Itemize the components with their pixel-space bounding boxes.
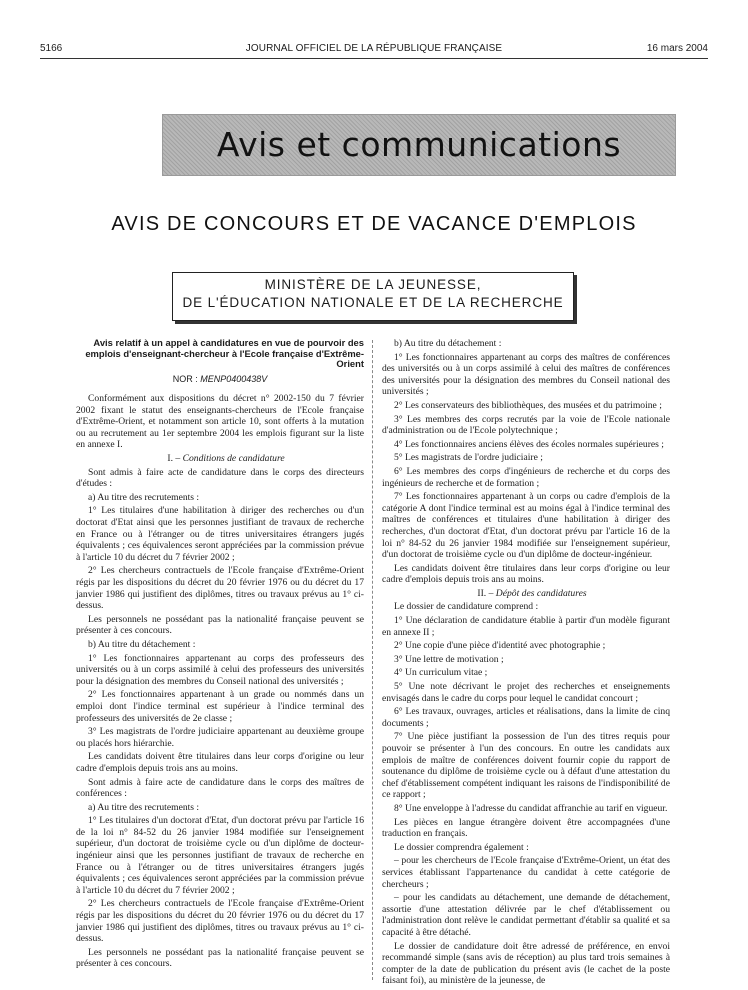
ministry-box <box>172 272 574 321</box>
nor-reference <box>76 374 364 386</box>
paragraph: 2° Une copie d'une pièce d'identité avec photographie ; <box>394 640 606 652</box>
paragraph: 1° Une déclaration de candidature établie à partir d'un modèle figurant en annexe II ; <box>382 615 670 638</box>
paragraph: 3° Les membres des corps recrutés par la voie de l'Ecole nationale d'administration ou de l'Ecole polytechnique ; <box>382 413 670 437</box>
ministry-line-2: DE L'ÉDUCATION NATIONALE ET DE LA RECHERCHE <box>182 295 564 310</box>
paragraph: 7° Les fonctionnaires appartenant à un corps ou cadre d'emplois de la catégorie A dont l'indice terminal est au moins égal à l'indice terminal des maîtres de conférences et titulaires d'une habilitation à diriger des recherches, d'un doctorat d'Etat, d'un doctorat prévu par l'article 16 de la loi n° 84-52 du 26 janvier 1984 modifiée sur l'enseignement supérieur, d'un doctorat de troisième cycle ou d'un diplôme de docteur-ingénieur. <box>382 491 670 561</box>
page-number: 5166 <box>40 43 63 54</box>
paragraph: a) Au titre des recrutements : <box>88 801 200 813</box>
section-heading-depot <box>382 588 670 600</box>
publication-date: 16 mars 2004 <box>646 43 708 54</box>
paragraph: 1° Les titulaires d'un doctorat d'Etat, d'un doctorat prévu par l'article 16 de la loi n° 84-52 du 26 janvier 1984 modifiée sur l'enseignement supérieur, d'un doctorat de troisième cycle ou d'un diplôme de docteur-ingénieur ainsi que les personnes justifiant de travaux de recherche en France ou à l'étranger ou de titres universitaires étrangers jugés équivalents ; ces équivalences seront appréciées par la commission prévue à l'article 10 du décret du 7 février 2002 ; <box>76 815 364 896</box>
article-title: Avis relatif à un appel à candidatures en vue de pourvoir des emplois d'enseignant-chercheur à l'Ecole française d'Extrême-Orient <box>85 337 364 369</box>
paragraph: 6° Les membres des corps d'ingénieurs de recherche et du corps des ingénieurs de recherche et de formation ; <box>382 465 670 489</box>
left-column <box>76 338 364 972</box>
section-heading-text: Dépôt des candidatures <box>495 587 587 599</box>
section-number: II. – <box>477 587 494 599</box>
paragraph: Les pièces en langue étrangère doivent être accompagnées d'une traduction en français. <box>382 816 670 840</box>
paragraph: 4° Les fonctionnaires anciens élèves des écoles normales supérieures ; <box>394 438 664 450</box>
paragraph: 4° Un curriculum vitae ; <box>394 667 488 679</box>
paragraph: Les personnels ne possédant pas la nationalité française peuvent se présenter à ces concours. <box>76 946 364 970</box>
paragraph: 7° Une pièce justifiant la possession de l'un des titres requis pour pouvoir se présenter à l'un des concours. En outre les candidats aux emplois de maître de conférences doivent fournir copie du rapport de soutenance du diplôme de troisième cycle ou à défaut d'une attestation du chef d'établissement compétent indiquant les raisons de l'indisponibilité de ce rapport ; <box>382 731 670 801</box>
list-item: – pour les candidats au détachement, une demande de détachement, assortie d'une attestation délivrée par le chef d'établissement ou l'administration dont relève le candidat permettant d'établir sa qualité et sa capacité à être détaché. <box>382 892 670 938</box>
paragraph: Sont admis à faire acte de candidature dans le corps des directeurs d'études : <box>76 466 364 490</box>
right-column <box>382 338 670 989</box>
paragraph: 2° Les chercheurs contractuels de l'Ecole française d'Extrême-Orient régis par les dispositions du décret du 20 février 1976 ou du décret du 17 janvier 1986 qui justifient des diplômes, titres ou travaux prévus au 1° ci-dessus. <box>76 898 364 945</box>
paragraph: Les candidats doivent être titulaires dans leur corps d'origine ou leur cadre d'emplois depuis trois ans au moins. <box>382 562 670 586</box>
paragraph: 3° Les magistrats de l'ordre judiciaire appartenant au deuxième groupe ou placés hors hiérarchie. <box>76 726 364 749</box>
paragraph: Le dossier comprendra également : <box>394 841 529 853</box>
paragraph: Sont admis à faire acte de candidature dans le corps des maîtres de conférences : <box>76 776 364 800</box>
paragraph: 3° Une lettre de motivation ; <box>394 653 504 665</box>
paragraph: 2° Les chercheurs contractuels de l'Ecole française d'Extrême-Orient régis par les dispositions du décret du 20 février 1976 ou du décret du 17 janvier 1986 qui justifient des diplômes, titres ou travaux prévus au 1° ci-dessus. <box>76 565 364 612</box>
column-divider <box>372 340 373 980</box>
section-number: I. – <box>167 453 181 465</box>
list-item: – pour les chercheurs de l'Ecole française d'Extrême-Orient, un état des services établissant l'appartenance du candidat à cette catégorie de chercheurs ; <box>382 855 670 890</box>
paragraph: a) Au titre des recrutements : <box>88 491 200 503</box>
paragraph: 8° Une enveloppe à l'adresse du candidat affranchie au tarif en vigueur. <box>394 802 668 814</box>
paragraph: Le dossier de candidature comprend : <box>394 601 539 613</box>
paragraph: Les personnels ne possédant pas la nationalité française peuvent se présenter à ces concours. <box>76 613 364 637</box>
ministry-line-1: MINISTÈRE DE LA JEUNESSE, <box>264 277 482 292</box>
page-header <box>40 43 708 57</box>
paragraph: 6° Les travaux, ouvrages, articles et réalisations, dans la limite de cinq documents ; <box>382 706 670 729</box>
paragraph: Les candidats doivent être titulaires dans leur corps d'origine ou leur cadre d'emplois depuis trois ans au moins. <box>76 751 364 774</box>
paragraph: 5° Les magistrats de l'ordre judiciaire ; <box>394 452 543 464</box>
header-divider <box>40 58 708 59</box>
nor-label: NOR : <box>172 373 198 384</box>
paragraph: 1° Les fonctionnaires appartenant au corps des maîtres de conférences des universités ou à un corps assimilé à celui des maîtres de conférences des universités pour la désignation des membres du Conseil national des universités ; <box>382 351 670 398</box>
section-banner <box>162 114 676 176</box>
paragraph: 2° Les conservateurs des bibliothèques, des musées et du patrimoine ; <box>394 399 662 411</box>
nor-code: MENP0400438V <box>200 373 268 384</box>
section-heading-text: Conditions de candidature <box>182 453 285 465</box>
section-heading-conditions <box>76 453 364 465</box>
paragraph: b) Au titre du détachement : <box>88 638 196 650</box>
section-title: AVIS DE CONCOURS ET DE VACANCE D'EMPLOIS <box>111 213 637 235</box>
paragraph: 2° Les fonctionnaires appartenant à un grade ou nommés dans un emploi dont l'indice terminal est supérieur à l'indice terminal des professeurs des universités de 2e classe ; <box>76 689 364 724</box>
paragraph: 5° Une note décrivant le projet des recherches et enseignements envisagés dans le cadre du corps pour lequel le candidat concourt ; <box>382 681 670 704</box>
banner-title: Avis et communications <box>216 125 622 164</box>
paragraph: 1° Les fonctionnaires appartenant au corps des professeurs des universités ou à un corps assimilé à celui des professeurs des universités pour la désignation des membres du Conseil national des universités ; <box>76 652 364 687</box>
paragraph: Le dossier de candidature doit être adressé de préférence, en envoi recommandé simple (sans avis de réception) au plus tard trois semaines à compter de la date de publication du présent avis (le cachet de la poste faisant foi), au ministère de la jeunesse, de <box>382 940 670 987</box>
paragraph: 1° Les titulaires d'une habilitation à diriger des recherches ou d'un doctorat d'Etat ainsi que les personnes justifiant de travaux de recherche en France ou à l'étranger ou de titres universitaires étrangers jugés équivalents ; ces équivalences seront appréciées par la commission prévue à l'article 10 du décret du 7 février 2002 ; <box>76 505 364 563</box>
paragraph: b) Au titre du détachement : <box>394 338 502 349</box>
journal-title: JOURNAL OFFICIEL DE LA RÉPUBLIQUE FRANÇAISE <box>245 43 503 54</box>
paragraph: Conformément aux dispositions du décret n° 2002-150 du 7 février 2002 fixant le statut des enseignants-chercheurs de l'Ecole française d'Extrême-Orient, et notamment son article 10, sont offerts à la mutation ou au recrutement au 1er septembre 2004 les emplois figurant sur la liste en annexe I. <box>76 393 364 451</box>
